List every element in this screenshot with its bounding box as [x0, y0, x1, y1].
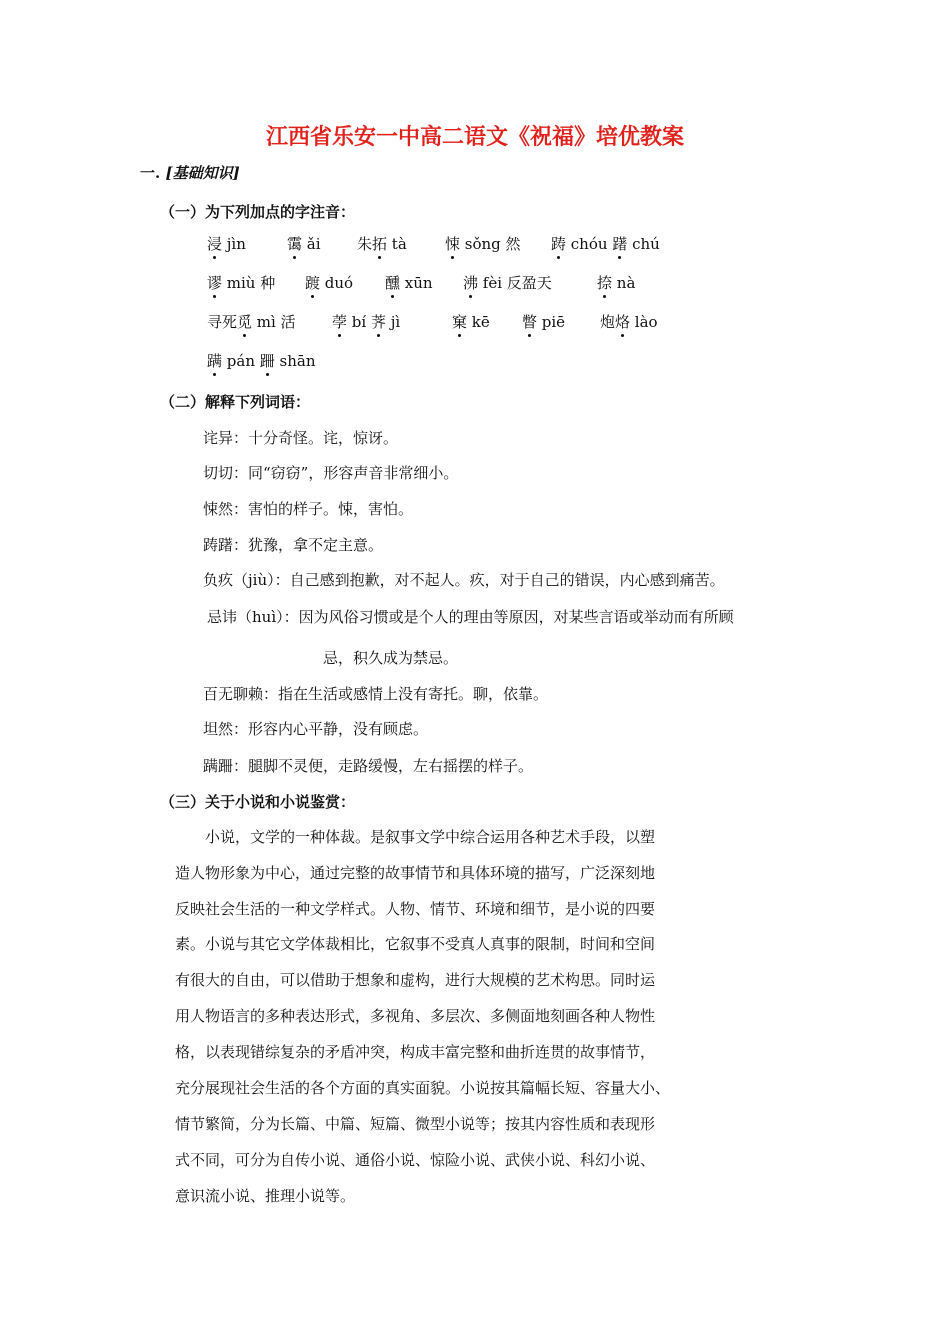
paragraph-line: 小说，文学的一种体裁。是叙事文学中综合运用各种艺术手段，以塑 — [205, 828, 656, 846]
definition-line: 负疚（jiù）：自己感到抱歉，对不起人。疚，对于自己的错误，内心感到痛苦。 — [203, 571, 725, 589]
paragraph-line: 反映社会生活的一种文学样式。人物、情节、环境和细节，是小说的四要 — [175, 900, 656, 918]
pinyin-item: 踱 duó — [305, 274, 354, 292]
paragraph-line: 用人物语言的多种表达形式，多视角、多层次、多侧面地刻画各种人物性 — [175, 1007, 656, 1025]
section-label: [基础知识] — [165, 164, 240, 182]
pinyin-item: 谬 miù 种 — [207, 274, 276, 292]
pinyin-item: 悚 sǒng 然 — [445, 235, 521, 253]
pinyin-item: 寻死觅 mì 活 — [207, 313, 296, 331]
paragraph-line: 有很大的自由，可以借助于想象和虚构，进行大规模的艺术构思。同时运 — [175, 971, 656, 989]
pinyin-item: 浸 jìn — [207, 235, 246, 253]
definition-line: 悚然：害怕的样子。悚，害怕。 — [203, 500, 414, 518]
paragraph-line: 造人物形象为中心，通过完整的故事情节和具体环境的描写，广泛深刻地 — [175, 864, 656, 882]
pinyin-item: 瞥 piē — [522, 313, 566, 331]
definition-line: 百无聊赖：指在生活或感情上没有寄托。聊，依靠。 — [203, 685, 549, 703]
definition-continuation: 忌，积久成为禁忌。 — [323, 649, 459, 667]
definition-line: 蹒跚：腿脚不灵便，走路缓慢，左右摇摆的样子。 — [203, 757, 534, 775]
pinyin-item: 朱拓 tà — [357, 235, 407, 253]
subheading-pinyin: （一）为下列加点的字注音： — [160, 203, 356, 221]
pinyin-item: 醺 xūn — [385, 274, 433, 292]
subheading-novel: （三）关于小说和小说鉴赏： — [160, 793, 356, 811]
pinyin-item: 沸 fèi 反盈天 — [463, 274, 552, 292]
section-number: 一. — [140, 164, 161, 182]
document-title: 江西省乐安一中高二语文《祝福》培优教案 — [265, 124, 684, 150]
paragraph-line: 充分展现社会生活的各个方面的真实面貌。小说按其篇幅长短、容量大小、 — [175, 1079, 671, 1097]
paragraph-line: 式不同，可分为自传小说、通俗小说、惊险小说、武侠小说、科幻小说、 — [175, 1151, 656, 1169]
pinyin-item: 荸 bí 荠 jì — [332, 313, 401, 331]
pinyin-item: 霭 ǎi — [287, 235, 321, 253]
pinyin-item: 炮烙 lào — [600, 313, 658, 331]
definition-line: 切切：同“窃窃”，形容声音非常细小。 — [203, 464, 459, 482]
section-heading-basics — [140, 162, 240, 183]
definition-line: 诧异：十分奇怪。诧，惊讶。 — [203, 429, 399, 447]
paragraph-line: 素。小说与其它文学体裁相比，它叙事不受真人真事的限制，时间和空间 — [175, 935, 656, 953]
paragraph-line: 情节繁简，分为长篇、中篇、短篇、微型小说等；按其内容性质和表现形 — [175, 1115, 656, 1133]
paragraph-line: 格，以表现错综复杂的矛盾冲突，构成丰富完整和曲折连贯的故事情节， — [175, 1043, 656, 1061]
pinyin-item: 捺 nà — [597, 274, 636, 292]
pinyin-item: 窠 kē — [452, 313, 490, 331]
subheading-vocabulary: （二）解释下列词语： — [160, 393, 311, 411]
pinyin-item: 蹒 pán 跚 shān — [207, 352, 316, 370]
pinyin-item: 踌 chóu 躇 chú — [551, 235, 660, 253]
definition-line: 踌躇：犹豫，拿不定主意。 — [203, 536, 384, 554]
definition-line: 坦然：形容内心平静，没有顾虑。 — [203, 720, 429, 738]
paragraph-line: 意识流小说、推理小说等。 — [175, 1187, 356, 1205]
definition-line: 忌讳（huì）：因为风俗习惯或是个人的理由等原因，对某些言语或举动而有所顾 — [207, 608, 734, 626]
